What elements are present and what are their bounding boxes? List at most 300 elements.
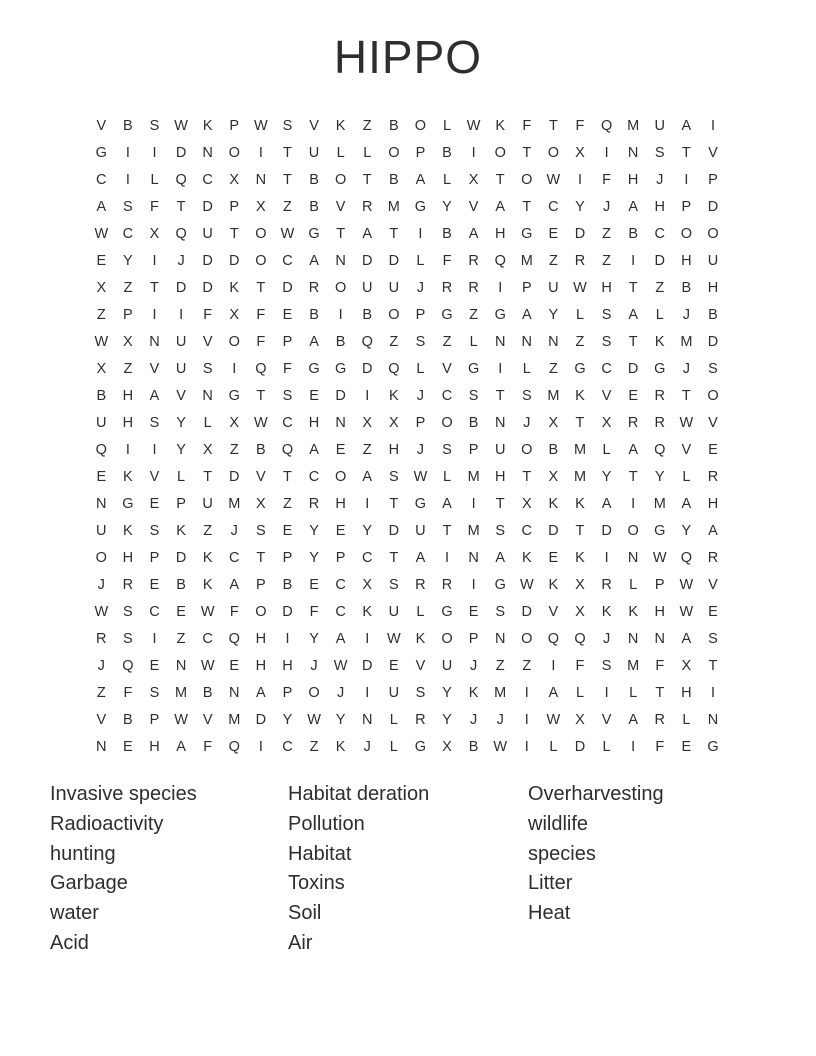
grid-letter: N: [149, 333, 160, 350]
grid-letter: A: [468, 225, 479, 242]
grid-letter: D: [202, 279, 213, 296]
grid-letter: L: [602, 738, 611, 755]
grid-letter: E: [96, 468, 107, 485]
grid-letter: C: [282, 738, 293, 755]
grid-letter: R: [308, 495, 320, 512]
grid-letter: A: [176, 738, 186, 755]
grid-letter: T: [522, 468, 532, 485]
grid-letter: G: [494, 306, 506, 323]
grid-letter: I: [125, 171, 130, 188]
grid-letter: K: [335, 117, 346, 134]
grid-letter: D: [707, 333, 719, 350]
grid-letter: N: [494, 333, 506, 350]
grid-letter: C: [335, 603, 346, 620]
grid-letter: B: [123, 117, 133, 134]
grid-letter: H: [122, 387, 134, 404]
grid-letter: A: [681, 495, 692, 512]
grid-letter: S: [708, 360, 718, 377]
grid-letter: D: [202, 252, 213, 269]
grid-letter: X: [548, 468, 559, 485]
grid-letter: L: [389, 711, 398, 728]
grid-letter: J: [230, 522, 238, 539]
grid-letter: T: [655, 684, 665, 701]
grid-letter: X: [575, 144, 585, 161]
grid-letter: A: [548, 684, 559, 701]
grid-letter: I: [365, 684, 370, 701]
grid-letter: E: [149, 657, 160, 674]
grid-letter: T: [522, 198, 532, 215]
grid-letter: L: [336, 144, 345, 161]
grid-letter: T: [628, 468, 638, 485]
grid-letter: Z: [602, 225, 611, 242]
grid-letter: Y: [601, 468, 612, 485]
grid-letter: X: [96, 360, 107, 377]
grid-letter: E: [229, 657, 240, 674]
grid-letter: Y: [335, 711, 346, 728]
grid-letter: A: [601, 495, 612, 512]
grid-letter: V: [202, 333, 213, 350]
grid-letter: J: [682, 360, 690, 377]
grid-letter: T: [575, 414, 585, 431]
grid-letter: T: [389, 495, 399, 512]
grid-letter: T: [283, 144, 292, 161]
grid-letter: V: [149, 468, 160, 485]
grid-letter: X: [548, 414, 559, 431]
grid-letter: Q: [281, 441, 294, 458]
grid-letter: L: [416, 603, 425, 620]
grid-letter: I: [471, 144, 476, 161]
grid-letter: X: [256, 495, 266, 512]
grid-letter: S: [149, 684, 160, 701]
grid-letter: J: [469, 711, 478, 728]
grid-letter: W: [413, 468, 428, 485]
grid-letter: J: [416, 279, 425, 296]
grid-letter: T: [336, 225, 346, 242]
grid-letter: E: [282, 522, 293, 539]
grid-letter: L: [177, 468, 186, 485]
word-search-grid: [88, 112, 726, 760]
grid-letter: A: [681, 117, 692, 134]
grid-letter: N: [468, 549, 479, 566]
grid-letter: Y: [681, 522, 692, 539]
grid-letter: F: [309, 603, 319, 620]
word-list: [0, 780, 816, 965]
grid-letter: L: [575, 306, 585, 323]
grid-letter: T: [442, 522, 452, 539]
grid-letter: X: [202, 441, 213, 458]
grid-letter: S: [149, 414, 160, 431]
grid-letter: Q: [255, 360, 267, 377]
grid-letter: I: [524, 684, 529, 701]
grid-letter: Y: [362, 522, 373, 539]
grid-letter: I: [551, 657, 556, 674]
grid-letter: I: [125, 441, 130, 458]
grid-letter: Y: [176, 441, 186, 458]
grid-letter: T: [708, 657, 718, 674]
grid-letter: K: [335, 738, 346, 755]
grid-letter: A: [415, 549, 426, 566]
grid-letter: I: [710, 684, 715, 701]
grid-letter: Q: [361, 333, 373, 350]
grid-letter: A: [309, 441, 319, 458]
grid-letter: Y: [176, 414, 186, 431]
grid-letter: U: [96, 522, 107, 539]
grid-letter: Z: [469, 306, 479, 323]
grid-letter: J: [177, 252, 185, 269]
grid-letter: K: [123, 468, 133, 485]
word-list-item: Acid: [50, 931, 89, 954]
grid-letter: T: [495, 495, 505, 512]
grid-letter: I: [285, 630, 290, 647]
grid-letter: Z: [522, 657, 532, 674]
grid-letter: S: [202, 360, 213, 377]
grid-letter: Z: [602, 252, 611, 269]
grid-letter: S: [123, 630, 133, 647]
grid-letter: A: [309, 252, 319, 269]
grid-letter: G: [228, 387, 240, 404]
grid-letter: Z: [548, 252, 558, 269]
grid-letter: I: [524, 711, 529, 728]
grid-letter: A: [149, 387, 160, 404]
grid-letter: H: [282, 657, 293, 674]
grid-letter: X: [149, 225, 160, 242]
grid-letter: R: [601, 576, 612, 593]
grid-letter: O: [228, 333, 240, 350]
grid-letter: H: [335, 495, 346, 512]
grid-letter: F: [123, 684, 133, 701]
grid-letter: J: [97, 657, 105, 674]
grid-letter: N: [255, 171, 267, 188]
grid-letter: N: [202, 144, 213, 161]
grid-letter: U: [96, 414, 107, 431]
grid-letter: G: [414, 738, 427, 755]
grid-letter: W: [679, 414, 694, 431]
grid-letter: H: [707, 495, 719, 512]
grid-letter: X: [468, 171, 479, 188]
grid-letter: C: [335, 576, 346, 593]
grid-letter: T: [256, 549, 266, 566]
grid-letter: B: [388, 117, 399, 134]
grid-letter: N: [229, 684, 240, 701]
grid-letter: L: [682, 711, 691, 728]
grid-letter: T: [283, 171, 292, 188]
grid-letter: N: [335, 414, 346, 431]
grid-letter: I: [125, 144, 130, 161]
grid-letter: I: [365, 495, 370, 512]
grid-letter: Z: [575, 333, 585, 350]
grid-letter: F: [522, 117, 532, 134]
grid-letter: B: [548, 441, 559, 458]
grid-letter: Z: [362, 441, 372, 458]
grid-letter: W: [94, 225, 109, 242]
grid-letter: L: [389, 738, 398, 755]
grid-letter: P: [415, 144, 426, 161]
grid-letter: O: [707, 387, 719, 404]
grid-letter: V: [256, 468, 266, 485]
grid-letter: J: [602, 630, 611, 647]
grid-letter: V: [708, 414, 718, 431]
grid-letter: W: [519, 576, 534, 593]
grid-letter: C: [654, 225, 665, 242]
grid-letter: W: [280, 225, 295, 242]
grid-letter: H: [654, 603, 665, 620]
grid-letter: O: [627, 522, 639, 539]
grid-letter: O: [95, 549, 107, 566]
grid-letter: C: [441, 387, 453, 404]
grid-letter: K: [575, 549, 585, 566]
grid-letter: R: [415, 711, 426, 728]
grid-letter: F: [575, 117, 585, 134]
grid-letter: E: [708, 603, 718, 620]
grid-letter: R: [122, 576, 134, 593]
grid-letter: W: [254, 414, 268, 431]
grid-letter: O: [228, 144, 240, 161]
grid-letter: P: [654, 576, 665, 593]
word-list-item: Air: [288, 931, 313, 954]
grid-letter: E: [149, 576, 160, 593]
grid-letter: N: [494, 630, 506, 647]
grid-letter: E: [309, 387, 319, 404]
grid-letter: X: [256, 198, 266, 215]
grid-letter: L: [629, 684, 638, 701]
grid-letter: V: [309, 117, 319, 134]
grid-letter: Q: [654, 441, 666, 458]
grid-letter: P: [229, 198, 240, 215]
grid-letter: J: [469, 657, 478, 674]
grid-letter: Q: [122, 657, 134, 674]
word-list-item: Soil: [288, 902, 322, 925]
grid-letter: K: [123, 522, 133, 539]
grid-letter: R: [468, 252, 479, 269]
grid-letter: V: [335, 198, 346, 215]
grid-letter: O: [414, 117, 427, 134]
word-list-item: Pollution: [288, 812, 365, 835]
word-list-item: species: [528, 842, 596, 865]
grid-letter: G: [122, 495, 134, 512]
grid-letter: I: [604, 144, 609, 161]
grid-letter: N: [202, 387, 213, 404]
grid-letter: O: [335, 279, 347, 296]
grid-letter: S: [495, 522, 506, 539]
grid-letter: A: [628, 198, 638, 215]
grid-letter: Y: [309, 522, 319, 539]
grid-letter: W: [174, 117, 188, 134]
grid-letter: L: [655, 306, 664, 323]
grid-letter: H: [654, 198, 665, 215]
grid-letter: E: [282, 306, 293, 323]
grid-letter: E: [681, 738, 692, 755]
grid-letter: Y: [442, 198, 452, 215]
grid-letter: W: [94, 333, 109, 350]
grid-letter: I: [631, 495, 636, 512]
grid-letter: N: [175, 657, 187, 674]
grid-letter: W: [466, 117, 481, 134]
grid-letter: D: [229, 252, 240, 269]
grid-letter: I: [179, 306, 184, 323]
grid-letter: A: [362, 468, 373, 485]
grid-letter: M: [627, 657, 640, 674]
grid-letter: W: [573, 279, 587, 296]
grid-letter: A: [628, 441, 638, 458]
grid-letter: I: [152, 144, 157, 161]
grid-letter: B: [468, 414, 479, 431]
grid-letter: A: [628, 306, 638, 323]
grid-letter: O: [255, 252, 267, 269]
grid-letter: Z: [442, 333, 452, 350]
grid-letter: I: [710, 117, 715, 134]
grid-letter: H: [308, 414, 320, 431]
grid-letter: H: [149, 738, 160, 755]
grid-letter: V: [708, 144, 718, 161]
grid-letter: B: [442, 144, 452, 161]
grid-letter: G: [414, 495, 427, 512]
grid-letter: G: [414, 198, 427, 215]
grid-letter: N: [548, 333, 559, 350]
grid-letter: K: [229, 279, 240, 296]
grid-letter: W: [200, 657, 215, 674]
grid-letter: S: [388, 576, 399, 593]
grid-letter: G: [308, 360, 320, 377]
grid-letter: K: [548, 495, 559, 512]
grid-letter: S: [123, 603, 133, 620]
grid-letter: T: [389, 225, 399, 242]
grid-letter: O: [680, 225, 692, 242]
grid-letter: Y: [442, 684, 452, 701]
grid-letter: Y: [575, 198, 585, 215]
grid-letter: X: [575, 576, 585, 593]
grid-letter: C: [361, 549, 373, 566]
grid-letter: W: [679, 603, 694, 620]
grid-letter: G: [707, 738, 719, 755]
grid-letter: O: [335, 468, 347, 485]
grid-letter: Y: [309, 549, 319, 566]
word-list-item: Litter: [528, 872, 573, 895]
grid-letter: I: [365, 630, 370, 647]
grid-letter: Q: [494, 252, 506, 269]
grid-letter: X: [575, 603, 585, 620]
grid-letter: Q: [175, 171, 187, 188]
grid-letter: C: [282, 414, 293, 431]
grid-letter: U: [415, 522, 426, 539]
grid-letter: W: [94, 603, 109, 620]
grid-letter: Y: [309, 630, 319, 647]
grid-letter: C: [521, 522, 533, 539]
word-list-item: water: [50, 902, 99, 925]
grid-letter: E: [548, 549, 559, 566]
grid-letter: D: [175, 279, 187, 296]
grid-letter: N: [96, 738, 107, 755]
grid-letter: O: [388, 306, 400, 323]
grid-letter: I: [152, 306, 157, 323]
grid-letter: N: [654, 630, 665, 647]
grid-letter: Q: [574, 630, 586, 647]
grid-letter: D: [361, 657, 373, 674]
grid-letter: Y: [442, 711, 452, 728]
grid-letter: W: [679, 576, 694, 593]
grid-letter: O: [255, 603, 267, 620]
grid-letter: T: [362, 171, 372, 188]
grid-letter: O: [521, 441, 533, 458]
grid-letter: C: [122, 225, 134, 242]
grid-letter: A: [681, 630, 692, 647]
grid-letter: F: [256, 306, 266, 323]
grid-letter: P: [681, 198, 692, 215]
grid-letter: G: [654, 360, 666, 377]
grid-letter: Y: [123, 252, 133, 269]
grid-letter: J: [656, 171, 664, 188]
grid-letter: Z: [123, 279, 133, 296]
grid-letter: I: [258, 738, 263, 755]
grid-letter: V: [96, 711, 107, 728]
grid-letter: I: [152, 630, 157, 647]
grid-letter: A: [708, 522, 718, 539]
grid-letter: O: [547, 144, 560, 161]
grid-letter: P: [149, 711, 160, 728]
grid-letter: O: [441, 630, 453, 647]
grid-letter: Z: [283, 198, 292, 215]
grid-letter: P: [335, 549, 346, 566]
grid-letter: V: [415, 657, 426, 674]
grid-letter: Z: [548, 360, 558, 377]
word-list-item: Toxins: [288, 872, 345, 895]
grid-letter: F: [655, 657, 665, 674]
grid-letter: T: [229, 225, 239, 242]
grid-letter: C: [548, 198, 559, 215]
word-list-item: Habitat deration: [288, 783, 430, 805]
grid-letter: H: [494, 225, 506, 242]
grid-letter: N: [707, 711, 719, 728]
grid-letter: F: [203, 738, 213, 755]
grid-letter: Q: [388, 360, 400, 377]
grid-letter: B: [681, 279, 692, 296]
grid-letter: B: [123, 711, 133, 728]
grid-letter: A: [335, 630, 346, 647]
grid-letter: M: [387, 198, 400, 215]
grid-letter: Y: [282, 711, 293, 728]
grid-letter: X: [362, 576, 373, 593]
word-list-item: wildlife: [528, 812, 589, 835]
grid-letter: B: [442, 225, 452, 242]
grid-letter: G: [441, 603, 453, 620]
grid-letter: B: [309, 198, 319, 215]
grid-letter: E: [149, 495, 160, 512]
grid-letter: S: [388, 468, 399, 485]
grid-letter: W: [386, 630, 401, 647]
grid-letter: H: [255, 630, 267, 647]
grid-letter: A: [96, 198, 107, 215]
grid-letter: W: [254, 117, 268, 134]
grid-letter: F: [256, 333, 266, 350]
grid-letter: I: [232, 360, 237, 377]
grid-letter: X: [575, 711, 585, 728]
grid-letter: I: [338, 306, 343, 323]
grid-letter: S: [149, 117, 160, 134]
grid-letter: L: [549, 738, 558, 755]
grid-letter: J: [416, 441, 425, 458]
grid-letter: P: [521, 279, 532, 296]
grid-letter: Z: [123, 360, 133, 377]
grid-letter: L: [575, 684, 585, 701]
grid-letter: T: [575, 522, 585, 539]
grid-letter: Y: [654, 468, 665, 485]
grid-letter: N: [627, 144, 639, 161]
grid-letter: L: [203, 414, 212, 431]
grid-letter: D: [175, 549, 187, 566]
word-list-column: [288, 780, 429, 959]
grid-letter: E: [388, 657, 399, 674]
grid-letter: J: [97, 576, 105, 593]
grid-letter: A: [521, 306, 532, 323]
